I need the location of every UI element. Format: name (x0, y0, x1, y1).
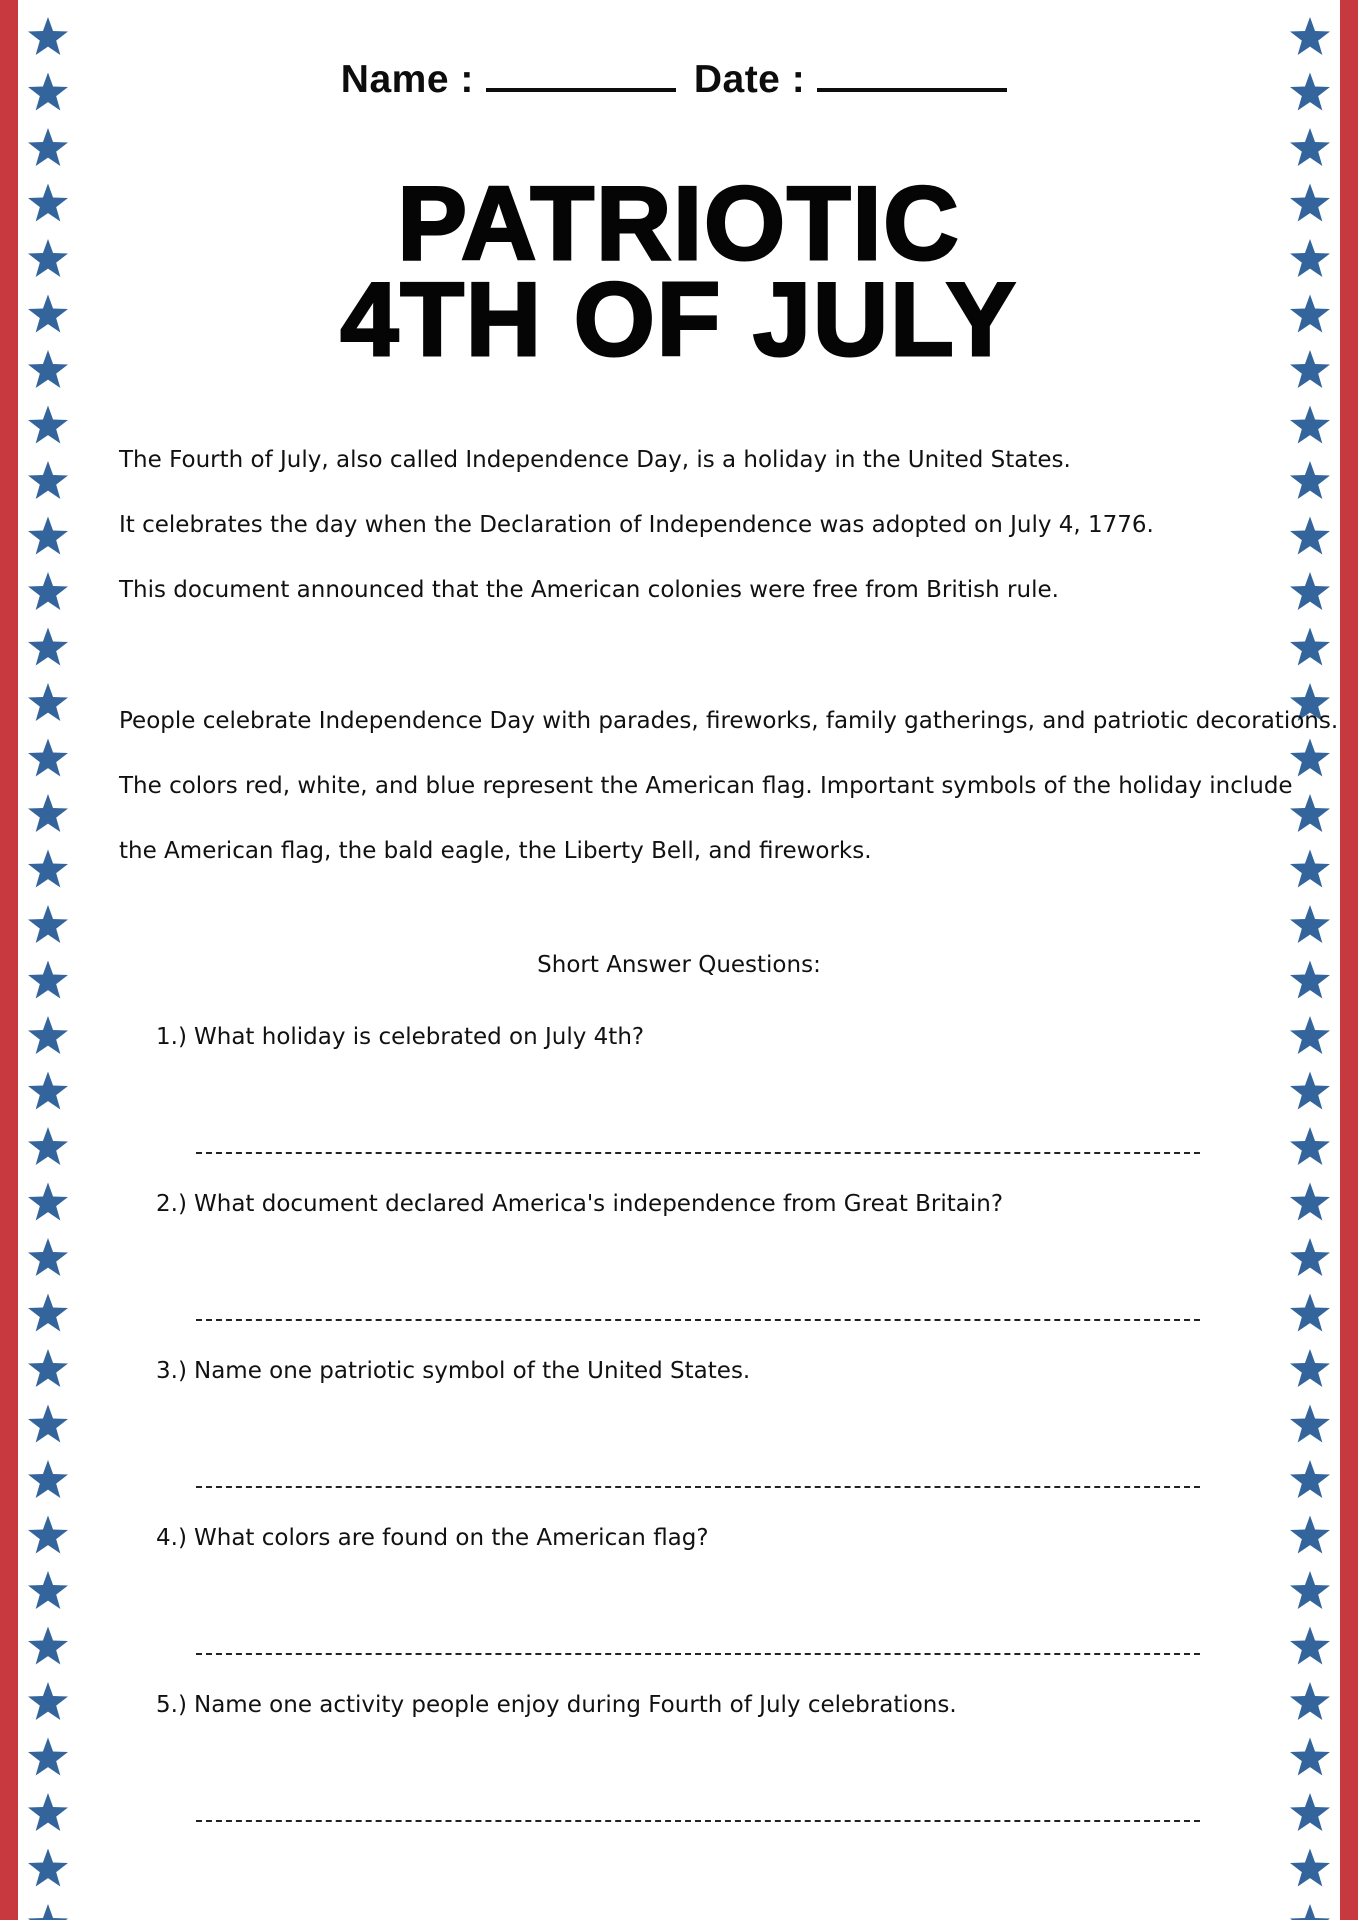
question-text: Name one activity people enjoy during Fourth of July celebrations. (194, 1692, 957, 1718)
star-icon (28, 128, 68, 166)
star-icon (28, 1793, 68, 1831)
name-label: Name : (340, 58, 474, 101)
paragraph-line: This document announced that the American colonies were free from British rule. (119, 577, 1059, 603)
question-2 (156, 1191, 1003, 1217)
question-5 (156, 1692, 957, 1718)
star-icon (1290, 1349, 1330, 1387)
star-icon (1290, 461, 1330, 499)
star-icon (1290, 1405, 1330, 1443)
title-line-2: 4TH OF JULY (340, 262, 1018, 378)
star-icon (28, 517, 68, 555)
answer-line-1[interactable] (196, 1152, 1200, 1154)
star-icon (1290, 17, 1330, 55)
name-date-header (0, 58, 1358, 102)
star-icon (1290, 1183, 1330, 1221)
star-icon (1290, 1904, 1330, 1920)
question-text: What holiday is celebrated on July 4th? (194, 1024, 645, 1050)
star-icon (28, 406, 68, 444)
star-icon (28, 1738, 68, 1776)
question-4 (156, 1525, 709, 1551)
title-line-1: PATRIOTIC (397, 166, 961, 282)
name-blank[interactable] (486, 58, 676, 92)
star-icon (28, 461, 68, 499)
star-icon (1290, 905, 1330, 943)
date-blank[interactable] (817, 58, 1007, 92)
star-icon (28, 1016, 68, 1054)
question-3 (156, 1358, 750, 1384)
star-icon (28, 739, 68, 777)
paragraph-line: The Fourth of July, also called Independence Day, is a holiday in the United States. (119, 447, 1071, 473)
paragraph-line: The colors red, white, and blue represent the American flag. Important symbols of the holiday include (119, 773, 1293, 799)
star-icon (1290, 1072, 1330, 1110)
star-icon (28, 1127, 68, 1165)
star-icon (1290, 572, 1330, 610)
star-icon (1290, 1127, 1330, 1165)
star-icon (28, 905, 68, 943)
question-number: 1.) (156, 1024, 187, 1050)
star-icon (1290, 850, 1330, 888)
answer-line-2[interactable] (196, 1319, 1200, 1321)
star-icon (1290, 406, 1330, 444)
star-icon (28, 1294, 68, 1332)
answer-line-4[interactable] (196, 1653, 1200, 1655)
star-icon (28, 17, 68, 55)
answer-line-5[interactable] (196, 1820, 1200, 1822)
star-icon (1290, 794, 1330, 832)
answer-line-3[interactable] (196, 1486, 1200, 1488)
star-icon (1290, 1849, 1330, 1887)
star-icon (28, 1460, 68, 1498)
page-title (0, 166, 1358, 378)
star-icon (1290, 517, 1330, 555)
intro-paragraph (119, 428, 1269, 623)
paragraph-line: It celebrates the day when the Declaration of Independence was adopted on July 4, 1776. (119, 512, 1154, 538)
star-icon (28, 1349, 68, 1387)
star-icon (1290, 1238, 1330, 1276)
short-answer-heading: Short Answer Questions: (537, 952, 821, 978)
star-icon (28, 1682, 68, 1720)
question-number: 4.) (156, 1525, 187, 1551)
celebration-paragraph (119, 689, 1339, 884)
star-icon (1290, 128, 1330, 166)
question-1 (156, 1024, 644, 1050)
star-icon (1290, 1460, 1330, 1498)
star-icon (28, 1571, 68, 1609)
question-number: 5.) (156, 1692, 187, 1718)
paragraph-line: the American flag, the bald eagle, the Liberty Bell, and fireworks. (119, 838, 872, 864)
star-icon (28, 850, 68, 888)
star-icon (28, 628, 68, 666)
star-icon (1290, 1571, 1330, 1609)
question-number: 3.) (156, 1358, 187, 1384)
question-text: What document declared America's independence from Great Britain? (194, 1191, 1004, 1217)
star-icon (28, 1072, 68, 1110)
star-icon (1290, 1793, 1330, 1831)
date-label: Date : (693, 58, 806, 101)
star-icon (28, 1516, 68, 1554)
star-icon (28, 572, 68, 610)
star-icon (28, 1904, 68, 1920)
star-icon (28, 794, 68, 832)
question-number: 2.) (156, 1191, 187, 1217)
star-icon (1290, 1738, 1330, 1776)
star-icon (1290, 628, 1330, 666)
star-icon (28, 1183, 68, 1221)
star-icon (28, 1849, 68, 1887)
question-text: Name one patriotic symbol of the United States. (194, 1358, 751, 1384)
star-icon (28, 1627, 68, 1665)
star-icon (1290, 1627, 1330, 1665)
star-icon (1290, 739, 1330, 777)
paragraph-line: People celebrate Independence Day with parades, fireworks, family gatherings, and patriotic decorations. (119, 708, 1339, 734)
star-icon (28, 1238, 68, 1276)
star-icon (1290, 1294, 1330, 1332)
star-icon (28, 683, 68, 721)
star-icon (1290, 1516, 1330, 1554)
star-icon (1290, 1016, 1330, 1054)
star-icon (28, 1405, 68, 1443)
question-text: What colors are found on the American flag? (194, 1525, 709, 1551)
star-icon (1290, 1682, 1330, 1720)
